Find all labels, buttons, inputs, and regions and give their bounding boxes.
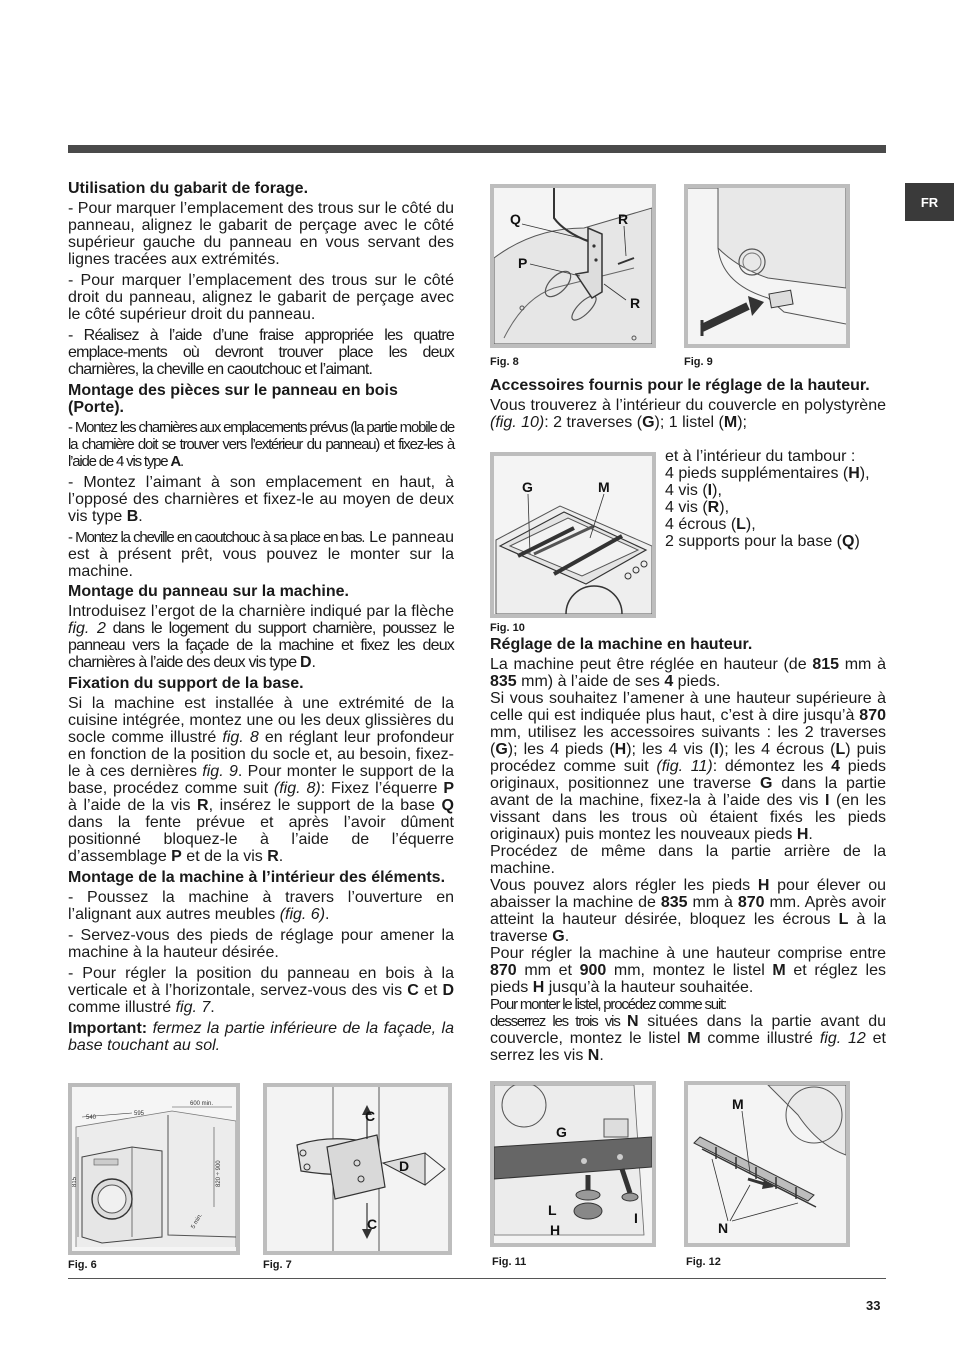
figure-12-illustration bbox=[684, 1081, 850, 1247]
paragraph: Procédez de même dans la partie arrière de la machine. bbox=[490, 843, 886, 877]
paragraph: desserrez les trois vis N situées dans la partie avant du couvercle, montez le listel M comme illustré fig. 12 et serrez les vis N. bbox=[490, 1013, 887, 1064]
dim-label: 815 bbox=[72, 1176, 78, 1187]
page-number: 33 bbox=[866, 1298, 881, 1313]
heading-accessories: Accessoires fournis pour le réglage de la hauteur. bbox=[490, 377, 870, 394]
paragraph: - Réalisez à l’aide d’une fraise appropriée les quatre emplace-ments où devront trouver place les deux charnières, la cheville en caoutchouc et l’aimant. bbox=[68, 327, 454, 378]
paragraph: Pour monter le listel, procédez comme suit: bbox=[490, 996, 727, 1013]
figure-6-illustration bbox=[68, 1083, 240, 1255]
figure-11-caption: Fig. 11 bbox=[492, 1256, 527, 1268]
label-H: H bbox=[550, 1222, 561, 1238]
heading-wood-panel: Montage des pièces sur le panneau en bois (Porte). bbox=[68, 382, 398, 416]
right-column bbox=[490, 377, 886, 435]
heading-drilling-template: Utilisation du gabarit de forage. bbox=[68, 180, 309, 197]
figure-11-illustration bbox=[490, 1081, 656, 1247]
dim-label: 540 bbox=[86, 1115, 97, 1121]
heading-panel-mounting: Montage du panneau sur la machine. bbox=[68, 583, 349, 600]
accessories-list: et à l’intérieur du tambour : 4 pieds supplémentaires (H), 4 vis (I), 4 vis (R), 4 écrous (L), 2 supports pour la base (Q) bbox=[665, 448, 870, 550]
paragraph: Vous pouvez alors régler les pieds H pour élever ou abaisser la machine de 835 mm à 870 mm. Après avoir atteint la hauteur désirée, bloquez les écrous L à la traverse G. bbox=[490, 877, 887, 945]
label-R: R bbox=[630, 295, 641, 311]
paragraph: - Pour régler la position du panneau en bois à la verticale et à l’horizontale, servez-vous des vis C et D comme illustré fig. 7. bbox=[68, 965, 455, 1016]
paragraph: Vous trouverez à l’intérieur du couvercle en polystyrène (fig. 10): 2 traverses (G); 1 listel (M); bbox=[490, 397, 886, 431]
figure-6-caption: Fig. 6 bbox=[68, 1259, 97, 1271]
dim-label: 820 ÷ 900 bbox=[216, 1160, 222, 1187]
heading-base-support: Fixation du support de la base. bbox=[68, 675, 304, 692]
paragraph: Introduisez l’ergot de la charnière indiqué par la flèche fig. 2 dans le logement du support charnière, poussez le panneau vers la façade de la machine et fixez les deux charnières à l’aide des deux vis type D. bbox=[68, 603, 454, 671]
paragraph: Pour régler la machine à une hauteur comprise entre 870 mm et 900 mm, montez le listel M et réglez les pieds H jusqu’à la hauteur souhaitée. bbox=[490, 945, 886, 996]
paragraph: - Montez la cheville en caoutchouc à sa place en bas. Le panneau est à présent prêt, vous pouvez le monter sur la machine. bbox=[68, 529, 454, 580]
paragraph: Si la machine est installée à une extrémité de la cuisine intégrée, montez une ou les deux glissières du socle comme illustré fig. 8 en réglant leur profondeur en fonction de la position du socle et, au besoin, fixez-le à ces dernières fig. 9. Pour monter le support de la base, procédez comme suit (fig. 8): Fixez l’équerre P à l’aide de la vis R, insérez le support de la base Q dans la fente prévue et après l’avoir dûment positionné bloquez-le à l’aide de l’équerre d’assemblage P et de la vis R. bbox=[68, 695, 454, 865]
label-M: M bbox=[598, 479, 610, 495]
paragraph: Si vous souhaitez l’amener à une hauteur supérieure à celle qui est indiquée plus haut, c’est à dire jusqu’à 870 mm, utilisez les accessoires suivants : les 2 traverses (G); les 4 pieds (H); les 4 vis (I); les 4 écrous (L) puis procédez comme suit (fig. 11): démontez les 4 pieds originaux, positionnez une traverse G dans la partie avant de la machine, fixez-la à l’aide des vis I (en les vissant dans les trous où étaient fixés les pieds originaux) puis montez les nouveaux pieds H. bbox=[490, 690, 887, 843]
important-note: Important: fermez la partie inférieure de la façade, la base touchant au sol. bbox=[68, 1020, 454, 1054]
paragraph: - Pour marquer l’emplacement des trous sur le côté du panneau, alignez le gabarit de perçage avec le côté supérieur gauche du panneau en vous servant des lignes tracées aux extrémités. bbox=[68, 200, 454, 268]
header-rule bbox=[68, 145, 886, 153]
label-D: D bbox=[399, 1158, 410, 1174]
paragraph: - Poussez la machine à travers l’ouverture en l’alignant aux autres meubles (fig. 6). bbox=[68, 889, 454, 923]
figure-8-illustration bbox=[490, 184, 656, 348]
label-G: G bbox=[556, 1124, 567, 1140]
dim-label: 5 min. bbox=[190, 1212, 204, 1230]
label-N: N bbox=[718, 1220, 729, 1236]
label-Q: Q bbox=[510, 211, 521, 227]
dim-label: 595 bbox=[134, 1111, 145, 1117]
heading-height-adjustment: Réglage de la machine en hauteur. bbox=[490, 636, 753, 653]
label-I: I bbox=[634, 1210, 638, 1226]
figure-10-caption: Fig. 10 bbox=[490, 622, 525, 634]
label-C: C bbox=[365, 1108, 376, 1124]
paragraph: La machine peut être réglée en hauteur (de 815 mm à 835 mm) à l’aide de ses 4 pieds. bbox=[490, 656, 886, 690]
paragraph: - Montez l’aimant à son emplacement en haut, à l’opposé des charnières et fixez-le au moyen de deux vis type B. bbox=[68, 474, 454, 525]
heading-machine-mounting: Montage de la machine à l’intérieur des éléments. bbox=[68, 869, 446, 886]
paragraph: - Pour marquer l’emplacement des trous sur le côté droit du panneau, alignez le gabarit de perçage avec le côté supérieur droit du panneau. bbox=[68, 272, 454, 323]
right-column-lower bbox=[490, 636, 886, 1064]
paragraph: - Montez les charnières aux emplacements prévus (la partie mobile de la charnière doit se trouver vers l’extérieur du panneau) et fixez-les à l’aide de 4 vis type A. bbox=[68, 419, 454, 470]
label-M: M bbox=[732, 1096, 744, 1112]
left-column bbox=[68, 180, 454, 1058]
paragraph: - Servez-vous des pieds de réglage pour amener la machine à la hauteur désirée. bbox=[68, 927, 454, 961]
figure-7-caption: Fig. 7 bbox=[263, 1259, 292, 1271]
figure-9-caption: Fig. 9 bbox=[684, 356, 713, 368]
language-tab: FR bbox=[905, 183, 954, 221]
figure-12-caption: Fig. 12 bbox=[686, 1256, 721, 1268]
figure-8-caption: Fig. 8 bbox=[490, 356, 519, 368]
label-L: L bbox=[548, 1202, 557, 1218]
label-C: C bbox=[367, 1216, 378, 1232]
label-R: R bbox=[618, 211, 629, 227]
figure-9-illustration bbox=[684, 184, 850, 348]
label-G: G bbox=[522, 479, 533, 495]
figure-7-illustration bbox=[263, 1083, 452, 1255]
footer-rule bbox=[68, 1278, 886, 1279]
label-P: P bbox=[518, 255, 528, 271]
figure-10-illustration bbox=[490, 452, 656, 618]
dim-label: 600 min. bbox=[190, 1101, 214, 1107]
